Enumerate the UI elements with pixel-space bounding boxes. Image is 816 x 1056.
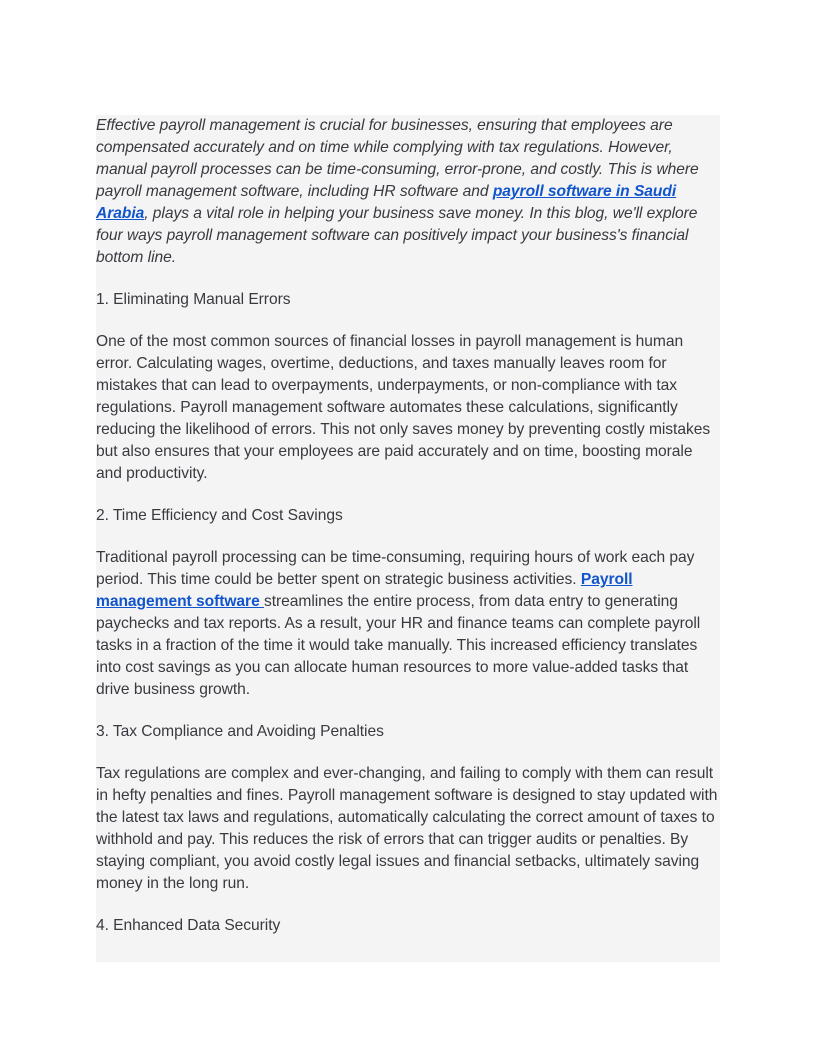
section-2-body-end: streamlines the entire process, from data entry to generating paychecks and tax reports. As a result, your HR and finance teams can complete payroll tasks in a fraction of the time it would take manually. This increased efficiency translates into cost savings as you can allocate human resources to more value-added tasks that drive business growth. [96, 593, 701, 698]
section-4-heading: 4. Enhanced Data Security [96, 917, 281, 934]
payroll-management-software-link[interactable]: Payroll management software [96, 571, 633, 610]
document-content [96, 115, 720, 962]
section-3-heading: 3. Tax Compliance and Avoiding Penalties [96, 723, 384, 740]
payroll-software-saudi-arabia-link[interactable]: payroll software in Saudi Arabia [96, 183, 677, 222]
section-2-body-start: Traditional payroll processing can be time-consuming, requiring hours of work each pay period. This time could be better spent on strategic business activities. [96, 549, 695, 588]
intro-paragraph [96, 115, 720, 269]
section-1-heading: 1. Eliminating Manual Errors [96, 291, 291, 308]
section-3-body: Tax regulations are complex and ever-changing, and failing to comply with them can result in hefty penalties and fines. Payroll management software is designed to stay updated with the latest tax laws and regulations, automatically calculating the correct amount of taxes to withhold and pay. This reduces the risk of errors that can trigger audits or penalties. By staying compliant, you avoid costly legal issues and financial setbacks, ultimately saving money in the long run. [96, 765, 718, 892]
section-2-body [96, 547, 720, 701]
intro-text-start: Effective payroll management is crucial for businesses, ensuring that employees are compensated accurately and on time while complying with tax regulations. However, manual payroll processes can be time-consuming, error-prone, and costly. This is where payroll management software, including HR software and [96, 117, 699, 200]
intro-text-end: , plays a vital role in helping your business save money. In this blog, we'll explore four ways payroll management software can positively impact your business's financial bottom line. [96, 205, 698, 266]
section-1-body: One of the most common sources of financial losses in payroll management is human error. Calculating wages, overtime, deductions, and taxes manually leaves room for mistakes that can lead to overpayments, underpayments, or non-compliance with tax regulations. Payroll management software automates these calculations, significantly reducing the likelihood of errors. This not only saves money by preventing costly mistakes but also ensures that your employees are paid accurately and on time, boosting morale and productivity. [96, 333, 711, 482]
section-2-heading: 2. Time Efficiency and Cost Savings [96, 507, 343, 524]
